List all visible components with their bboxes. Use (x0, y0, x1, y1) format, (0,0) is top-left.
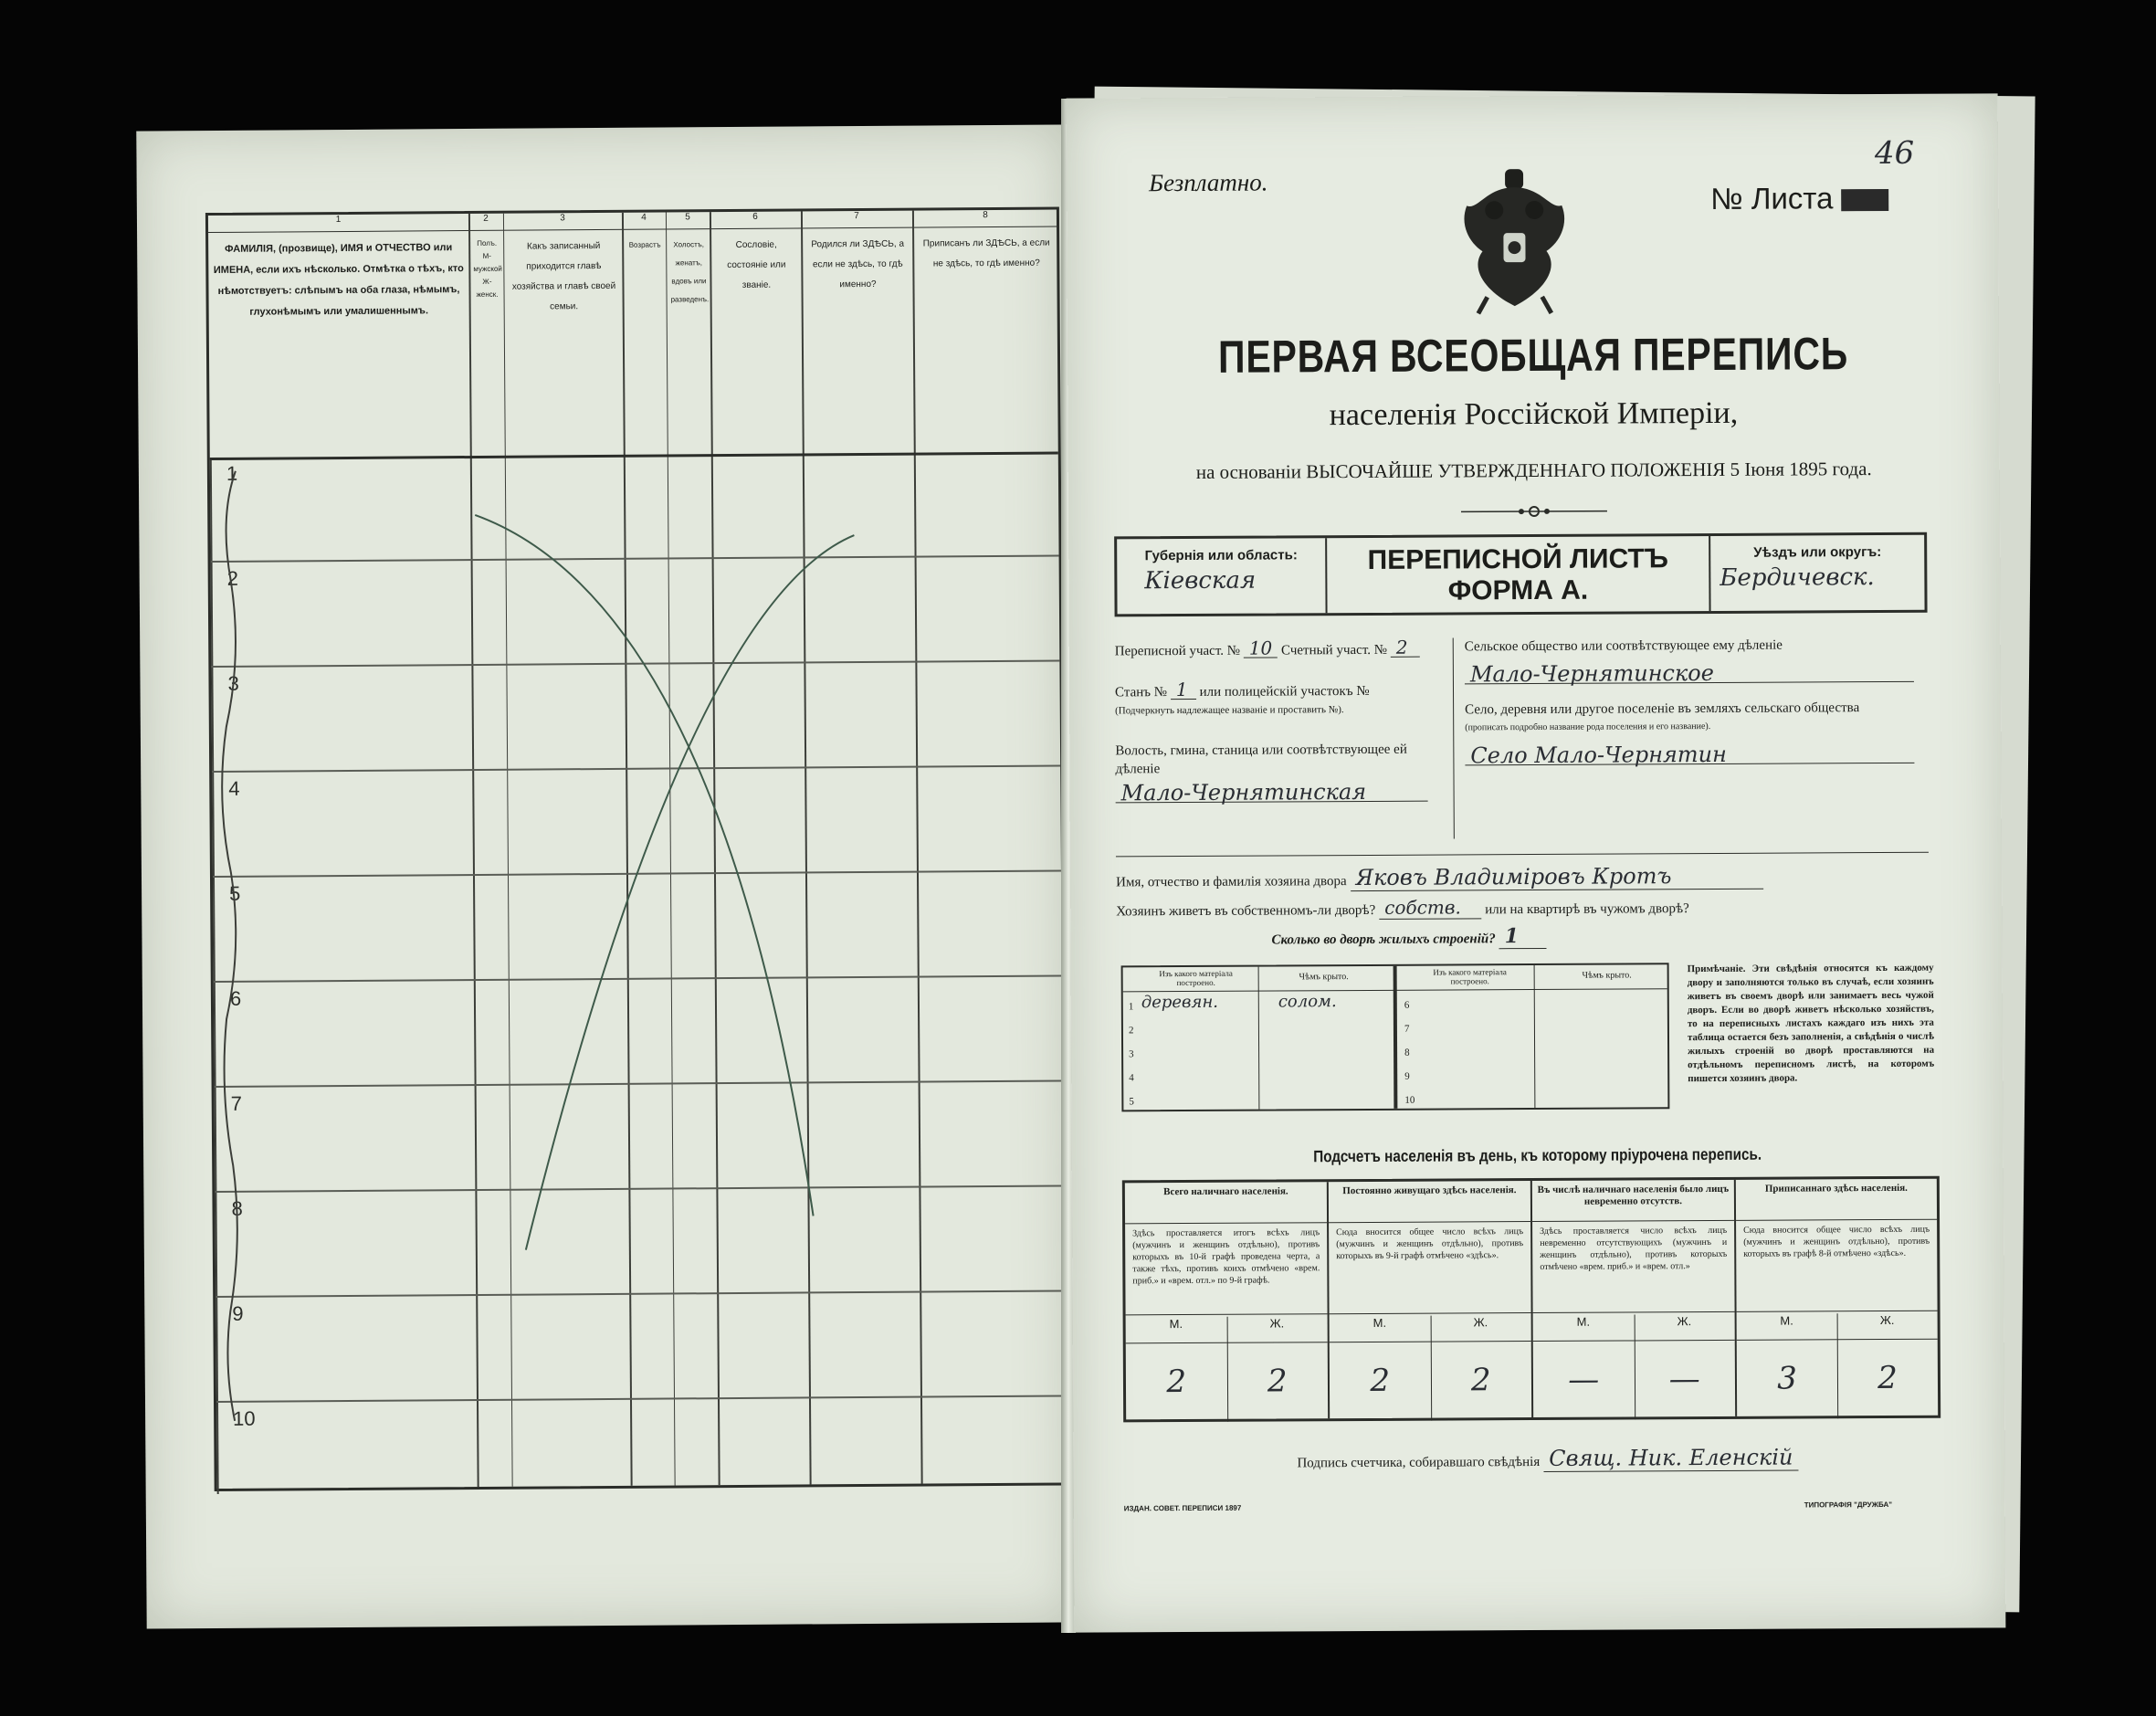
note-text: Примѣчаніе. Эти свѣдѣнія относятся къ каждому двору и заполняются только въ случаѣ, если хозяинъ живетъ въ своемъ дворѣ или занимаетъ весь чужой дворъ. Если во дворѣ живетъ нѣсколько хозяйствъ, то на переписныхъ листахъ каждаго изъ нихъ эта таблица остается безъ заполненія, а свѣдѣнія о числѣ жилыхъ строеній во дворѣ проставляются на отдѣльномъ переписномъ листѣ, на которомъ пишется хозяинъ двора. (1687, 962, 1935, 1085)
form-header-box (1114, 532, 1927, 617)
society-label: Сельское общество или соотвѣтствующее ему дѣленіе (1464, 637, 1783, 655)
gubernia-label: Губернія или область: (1144, 547, 1298, 564)
printer-mark-left: ИЗДАН. СОВЕТ. ПЕРЕПИСИ 1897 (1123, 1503, 1242, 1513)
row-number: 10 (1404, 1094, 1415, 1106)
col-sex-header: Полъ. М-мужской Ж-женск. (473, 238, 502, 299)
col-relation-header: Какъ записанный приходится главѣ хозяйства и главѣ своей семьи. (511, 241, 616, 312)
lives-value: собств. (1379, 896, 1481, 920)
count-header: Постоянно живущаго здѣсь населенія. (1329, 1181, 1530, 1223)
row-number: 5 (1129, 1096, 1134, 1108)
enumerator-signature (1297, 1445, 1798, 1474)
row-number: 10 (233, 1406, 256, 1430)
rented-label: или на квартирѣ въ чужомъ дворѣ? (1485, 901, 1689, 918)
buildings-line (1271, 922, 1929, 951)
col-name-header: ФАМИЛІЯ, (прозвище), ИМЯ и ОТЧЕСТВО или ИМЕНА, если ихъ нѣсколько. Отмѣтка о тѣхъ, кто нѣмотствуетъ: слѣпымъ на оба глаза, нѣмымъ, глухонѣмымъ или умалишеннымъ. (213, 242, 464, 318)
row-number: 4 (1129, 1072, 1134, 1084)
signature-label: Подпись счетчика, собиравшаго свѣдѣнія (1297, 1454, 1541, 1471)
female-count-value: 2 (1877, 1359, 1898, 1397)
printer-mark-right: ТИПОГРАФІЯ "ДРУЖБА" (1804, 1500, 1893, 1510)
buildings-row-numbers (1129, 995, 1134, 1113)
uezd-cell (1710, 535, 1924, 611)
uezd-value: Бердичевск. (1720, 563, 1875, 592)
row-number: 7 (230, 1091, 243, 1115)
document-subtitle: населенія Россійской Имперіи, (1329, 395, 1739, 433)
col-number: 5 (685, 212, 690, 223)
col-number: 3 (560, 213, 565, 224)
document-title: ПЕРВАЯ ВСЕОБЩАЯ ПЕРЕПИСЬ (1217, 328, 1849, 383)
male-subheader: М. (1737, 1313, 1837, 1341)
col-number: 1 (335, 215, 342, 226)
building-material-value: деревян. (1141, 992, 1219, 1013)
society-value: Мало-Чернятинское (1465, 663, 1914, 685)
count-header: Въ числѣ наличнаго населенія было лицъ невременно отсутств. (1532, 1180, 1734, 1222)
owner-value: Яковъ Владиміровъ Кротъ (1351, 863, 1763, 891)
uezd-label: Уѣздъ или округъ: (1753, 544, 1882, 561)
sheet-number-redaction (1842, 189, 1889, 211)
material-header: Изъ какого матеріала построено. (1433, 967, 1507, 986)
column-rule (1394, 966, 1398, 1109)
roof-header: Чѣмъ крыто. (1299, 972, 1349, 983)
sheet-number-label: № Листа (1710, 181, 1834, 216)
location-fields-left (1115, 638, 1436, 806)
row-number: 3 (227, 671, 239, 695)
row-number: 1 (1128, 1001, 1134, 1013)
count-description: Сюда вносится общее число всѣхъ лицъ (мужчинъ и женщинъ отдѣльно), противъ которыхъ въ 9-й графѣ отмѣчено «здѣсь». (1329, 1222, 1531, 1314)
sheet-number (1710, 181, 1889, 216)
row-number: 9 (1404, 1070, 1410, 1082)
district-line (1115, 638, 1435, 661)
counting-district-label: Счетный участ. № (1280, 642, 1388, 658)
row-number: 7 (1404, 1023, 1410, 1035)
signature-value: Свящ. Ник. Еленскій (1543, 1445, 1798, 1472)
count-description: Здѣсь проставляется число всѣхъ лицъ невременно отсутствующихъ (мужчинъ и женщинъ отдѣльно), противъ которыхъ отмѣчено «врем. приб.» и «врем. отл.» (1532, 1221, 1735, 1313)
cancellation-cross (208, 209, 1071, 1493)
female-count-value: 2 (1470, 1362, 1491, 1399)
col-birthplace-header: Родился ли ЗДѢСЬ, а если не здѣсь, то гдѣ именно? (811, 238, 905, 290)
village-note: (прописать подробно название рода поселения и его название). (1465, 721, 1711, 733)
volost-label: Волость, гмина, станица или соотвѣтствующее ей дѣленіе (1115, 742, 1407, 777)
lives-label: Хозяинъ живетъ въ собственномъ-ли дворѣ? (1116, 902, 1376, 920)
row-number: 5 (229, 881, 241, 905)
count-header: Приписаннаго здѣсь населенія. (1736, 1179, 1937, 1221)
row-number: 2 (1128, 1025, 1134, 1037)
stan-value: 1 (1171, 680, 1196, 700)
female-count-value: 2 (1267, 1363, 1288, 1400)
population-table (205, 207, 1068, 1491)
census-district-value: 10 (1244, 638, 1278, 658)
owner-line (1116, 862, 1929, 893)
village-value: Село Мало-Чернятин (1465, 744, 1914, 766)
double-headed-eagle-icon (1450, 169, 1579, 316)
police-label: или полицейскій участокъ № (1199, 683, 1370, 700)
residence-line (1116, 894, 1929, 921)
col-registered-header: Приписанъ ли ЗДѢСЬ, а если не здѣсь, то гдѣ именно? (922, 237, 1050, 269)
handwritten-page-number: 46 (1874, 134, 1915, 173)
col-number: 2 (483, 213, 489, 224)
stan-line (1115, 679, 1435, 702)
row-number: 2 (226, 566, 239, 590)
female-count-value: — (1668, 1361, 1700, 1398)
female-subheader: Ж. (1837, 1313, 1938, 1341)
ornament-divider (1461, 505, 1607, 519)
count-column-registered (1736, 1179, 1938, 1416)
male-subheader: М. (1126, 1317, 1227, 1344)
gubernia-cell (1117, 538, 1327, 614)
male-count-value: 3 (1777, 1360, 1797, 1397)
gubernia-value: Кіевская (1144, 566, 1257, 595)
male-count-value: — (1568, 1361, 1600, 1398)
left-page (136, 124, 1073, 1628)
female-subheader: Ж. (1430, 1315, 1531, 1342)
count-description: Сюда вносится общее число всѣхъ лицъ (мужчинъ и женщинъ отдѣльно), противъ которыхъ въ графѣ 8-й отмѣчено «здѣсь». (1736, 1220, 1938, 1312)
col-age-header: Возрастъ (628, 240, 661, 249)
row-number: 1 (226, 461, 238, 485)
col-estate-header: Сословіе, состояніе или званіе. (727, 239, 786, 290)
roof-header: Чѣмъ крыто. (1582, 970, 1632, 981)
counting-district-value: 2 (1391, 638, 1420, 658)
male-subheader: М. (1330, 1316, 1431, 1343)
col-marital-header: Холостъ, женатъ, вдовъ или разведенъ. (670, 240, 710, 304)
col-number: 6 (752, 211, 758, 222)
count-description: Здѣсь проставляется итогъ всѣхъ лицъ (мужчинъ и женщинъ отдѣльно), противъ которыхъ въ 10-й графѣ проведена черта, а также тѣхъ, противъ коихъ отмѣчено «врем. приб.» и «врем. отл.» по 9-й графѣ. (1125, 1223, 1328, 1315)
row-number: 4 (228, 776, 240, 800)
buildings-value: 1 (1499, 924, 1547, 949)
row-number: 8 (1404, 1047, 1410, 1058)
location-fields-right (1453, 636, 1929, 839)
count-title: Подсчетъ населенія въ день, къ которому пріурочена перепись. (1313, 1144, 1762, 1166)
building-roof-value: солом. (1278, 992, 1337, 1012)
population-count-table (1122, 1176, 1940, 1423)
female-subheader: Ж. (1634, 1314, 1735, 1342)
owner-section (1116, 852, 1930, 952)
col-number: 7 (854, 211, 859, 222)
volost-value: Мало-Чернятинская (1116, 783, 1428, 804)
stan-label: Станъ № (1114, 685, 1168, 700)
right-page (1067, 93, 2006, 1632)
count-header: Всего наличнаго населенія. (1125, 1182, 1327, 1224)
village-label: Село, деревня или другое поселеніе въ земляхъ сельскаго общества (1465, 700, 1860, 718)
census-district-label: Переписной участ. № (1114, 643, 1241, 659)
male-count-value: 2 (1370, 1362, 1391, 1399)
row-number: 3 (1129, 1048, 1134, 1060)
row-number: 8 (231, 1196, 243, 1220)
form-title-cell (1327, 536, 1710, 613)
form-type: ФОРМА А. (1447, 574, 1589, 606)
form-title: ПЕРЕПИСНОЙ ЛИСТЪ (1367, 543, 1668, 575)
legal-basis: на основаніи ВЫСОЧАЙШЕ УТВЕРЖДЕННАГО ПОЛОЖЕНІЯ 5 Іюня 1895 года. (1195, 458, 1872, 483)
owner-label: Имя, отчество и фамилія хозяина двора (1116, 874, 1347, 890)
buildings-table (1121, 963, 1670, 1111)
count-column-temporary (1532, 1180, 1737, 1417)
female-subheader: Ж. (1226, 1316, 1328, 1343)
buildings-row-numbers (1404, 994, 1415, 1112)
row-number: 6 (229, 986, 242, 1010)
male-subheader: М. (1533, 1314, 1635, 1342)
count-column-total (1125, 1182, 1330, 1419)
col-number: 8 (983, 210, 988, 221)
cross-out-note: (Подчеркнуть надлежащее названіе и проставить №). (1115, 704, 1344, 717)
count-column-permanent (1329, 1181, 1533, 1418)
material-header: Изъ какого матеріала построено. (1159, 968, 1233, 988)
free-label: Безплатно. (1149, 168, 1268, 197)
col-number: 4 (641, 212, 647, 223)
male-count-value: 2 (1166, 1363, 1187, 1401)
row-number: 9 (232, 1301, 244, 1325)
buildings-label: Сколько во дворѣ жилыхъ строеній? (1271, 932, 1496, 948)
row-number: 6 (1404, 999, 1410, 1011)
